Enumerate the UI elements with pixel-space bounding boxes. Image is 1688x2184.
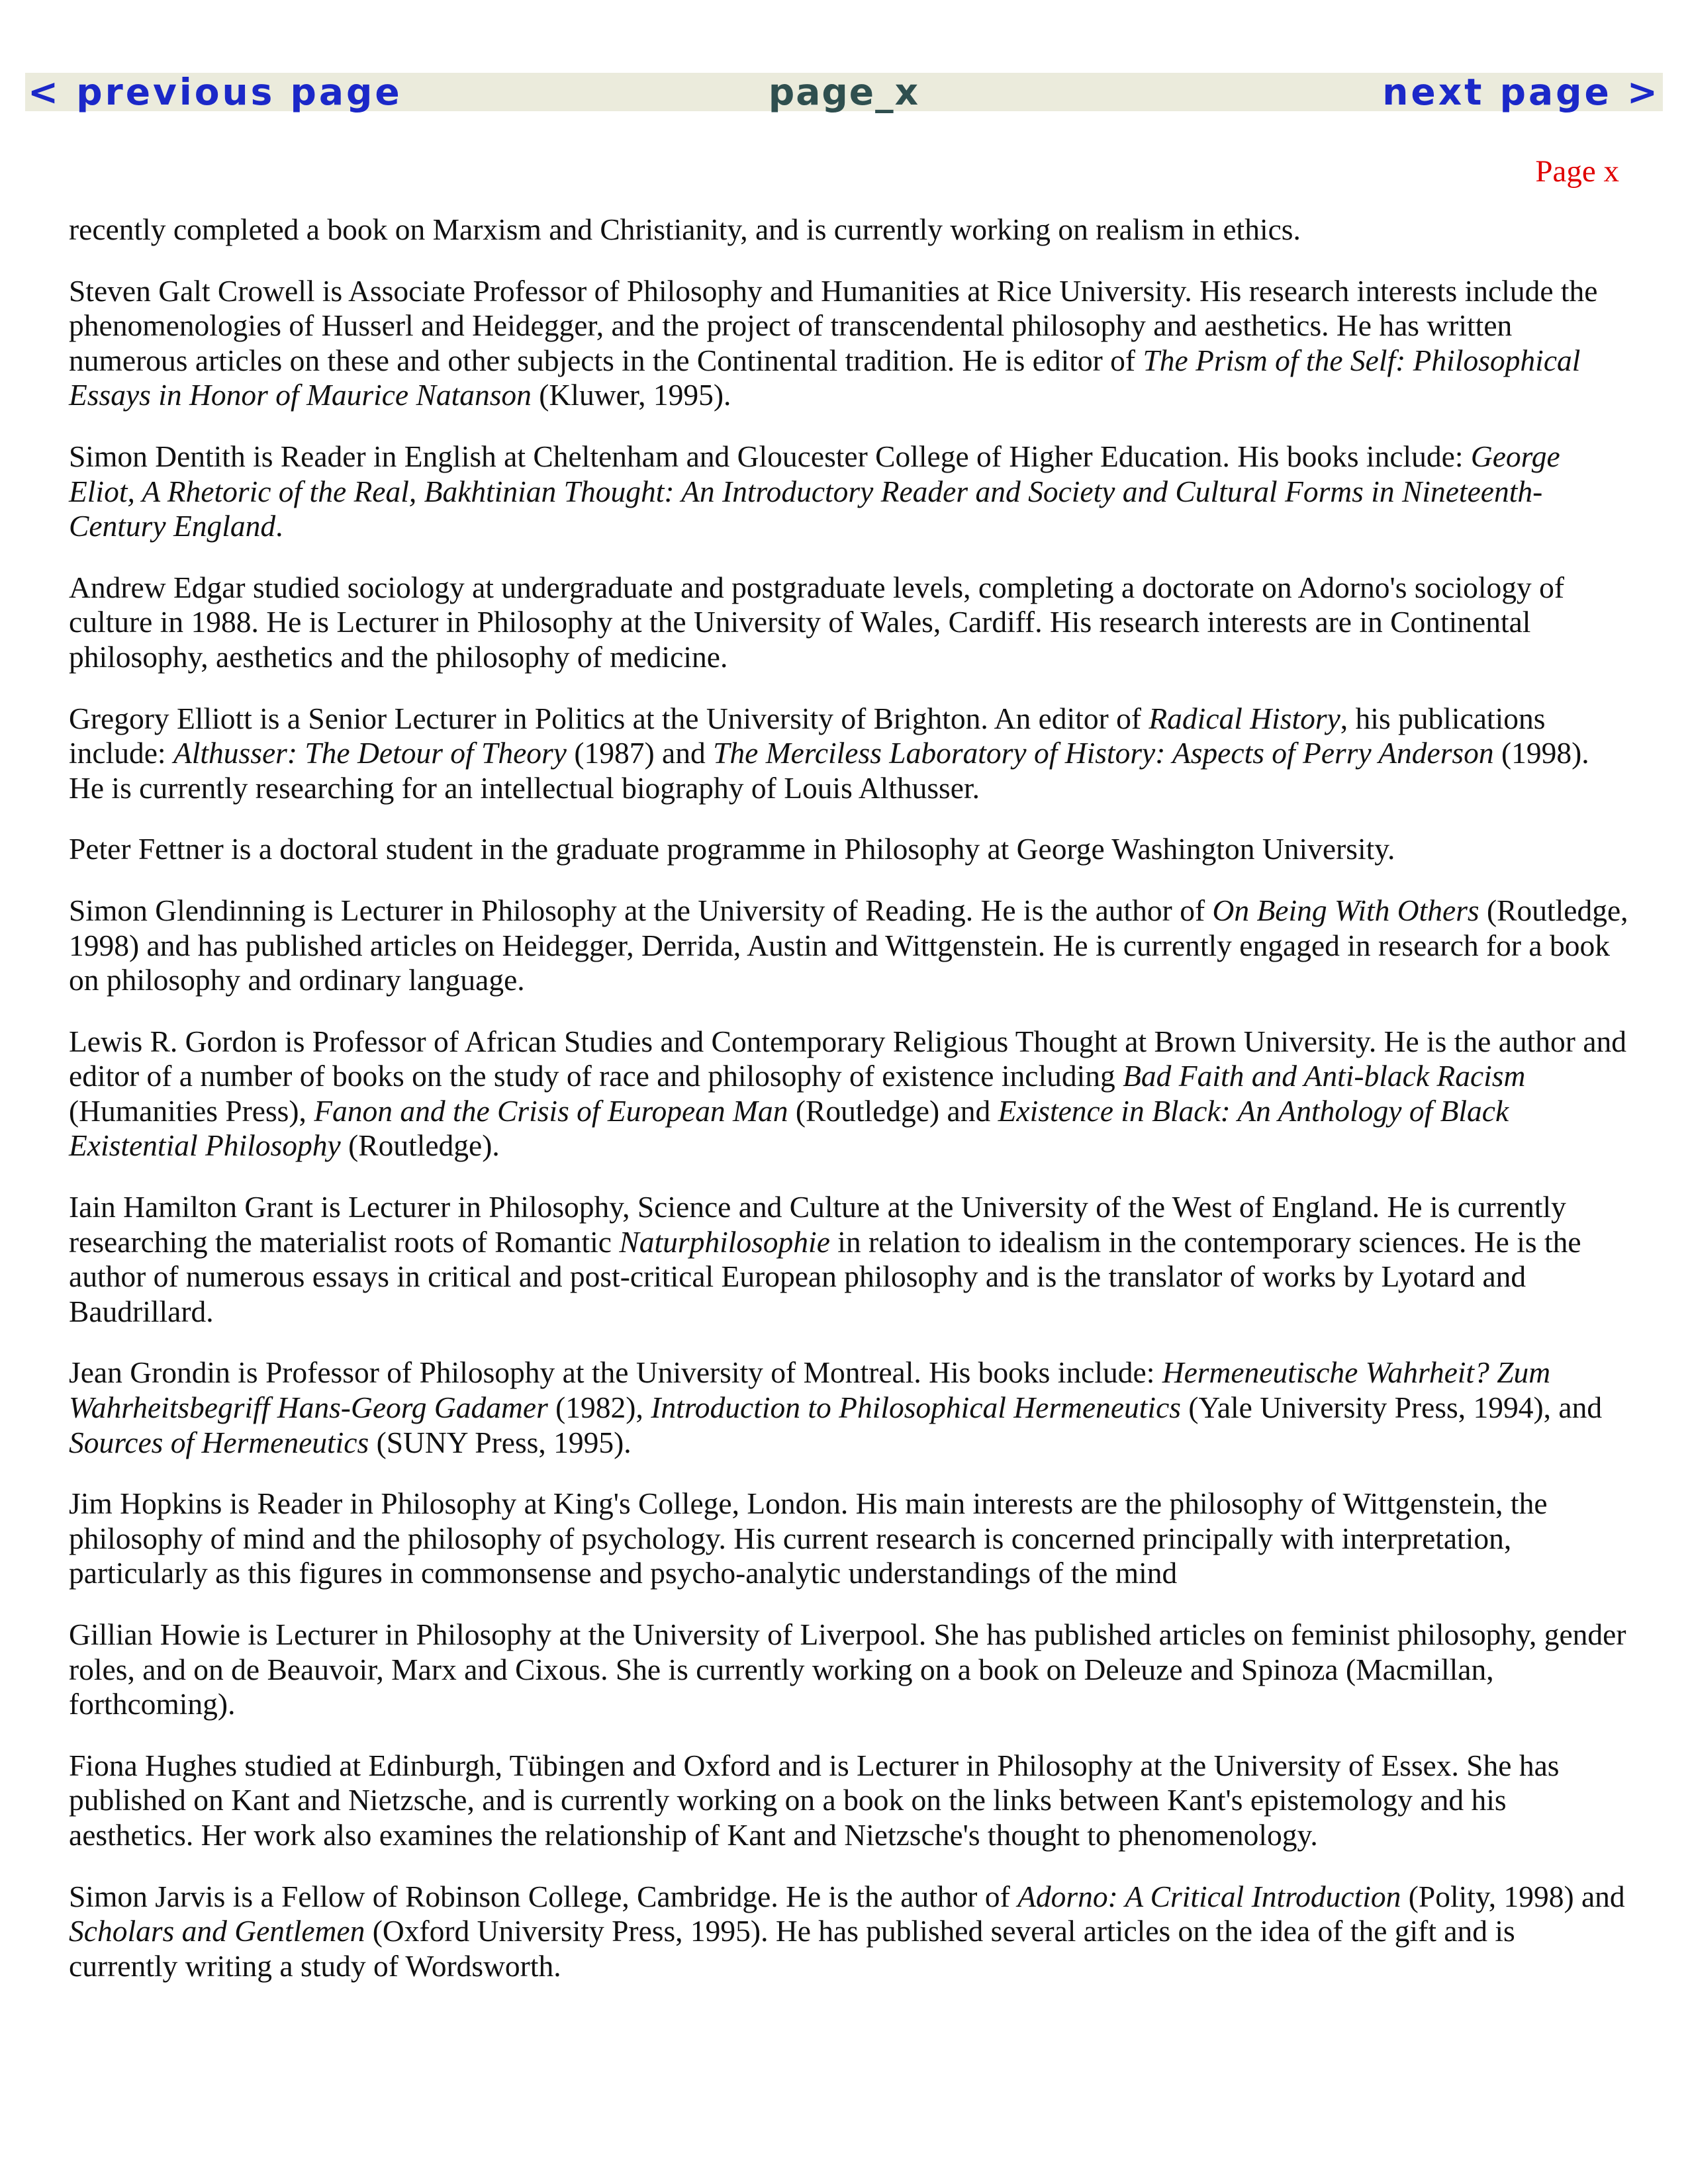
page-navigation-bar [25,73,1663,111]
contributor-paragraph [69,1617,1631,1722]
italic-title: Introduction to Philosophical Hermeneutics [651,1390,1181,1425]
italic-title: On Being With Others [1212,893,1479,927]
italic-title: Hermeneutische Wahrheit? Zum Wahrheitsbegriff Hans-Georg Gadamer [69,1355,1551,1425]
contributor-paragraph [69,1024,1631,1163]
contributor-paragraph [69,212,1631,248]
italic-title: Radical History [1149,701,1340,735]
contributor-paragraph [69,1355,1631,1460]
contributor-paragraph [69,1190,1631,1329]
contributor-paragraph [69,1880,1631,1984]
text-run: in relation to idealism in the contemporary sciences. He is the author of numerous essays in critical and post-critical European philosophy and is the translator of works by Lyotard and Baudrillard. [69,1224,1581,1328]
text-run: Steven Galt Crowell is Associate Professor of Philosophy and Humanities at Rice University. His research interests include the phenomenologies of Husserl and Heidegger, and the project of transcendental philosophy and aesthetics. He has written numerous articles on these and other subjects in the Continental tradition. He is editor of [69,273,1598,377]
contributors-text [69,212,1631,2010]
contributor-paragraph [69,439,1631,544]
text-run: Andrew Edgar studied sociology at undergraduate and postgraduate levels, completing a doctorate on Adorno's sociology of culture in 1988. He is Lecturer in Philosophy at the University of Wales, Cardiff. His research interests are in Continental philosophy, aesthetics and the philosophy of medicine. [69,570,1565,674]
text-run: recently completed a book on Marxism and Christianity, and is currently working on realism in ethics. [69,212,1301,246]
text-run: (1998). He is currently researching for an intellectual biography of Louis Althusser. [69,736,1589,805]
text-run: Peter Fettner is a doctoral student in the graduate programme in Philosophy at George Washington University. [69,832,1395,866]
contributor-paragraph [69,893,1631,998]
italic-title: Sources of Hermeneutics [69,1425,369,1459]
italic-title: Fanon and the Crisis of European Man [314,1093,788,1128]
text-run: (1987) and [566,736,714,770]
text-run: . [275,509,283,543]
contributor-paragraph [69,702,1631,806]
contributor-paragraph [69,832,1631,867]
italic-title: Naturphilosophie [619,1224,830,1259]
text-run: (1982), [547,1390,651,1425]
text-run: Simon Jarvis is a Fellow of Robinson College, Cambridge. He is the author of [69,1879,1018,1913]
text-run: Jim Hopkins is Reader in Philosophy at King's College, London. His main interests are the philosophy of Wittgenstein, the philosophy of mind and the philosophy of psychology. His current research is concerned principally with interpretation, particularly as this figures in commonsense and psycho-analytic understandings of the mind [69,1486,1548,1590]
page-number: Page x [1535,154,1619,189]
text-run: Simon Glendinning is Lecturer in Philosophy at the University of Reading. He is the author of [69,893,1213,927]
text-run: (Routledge) and [788,1093,998,1128]
text-run: (Kluwer, 1995). [531,378,731,412]
italic-title: The Merciless Laboratory of History: Aspects of Perry Anderson [713,736,1494,770]
text-run: Lewis R. Gordon is Professor of African Studies and Contemporary Religious Thought at Brown University. He is the author and editor of a number of books on the study of race and philosophy of existence including [69,1024,1627,1093]
italic-title: Existence in Black: An Anthology of Black Existential Philosophy [69,1093,1509,1163]
italic-title: Bad Faith and Anti-black Racism [1123,1059,1526,1093]
contributor-paragraph [69,1486,1631,1591]
italic-title: George Eliot, A Rhetoric of the Real, Bakhtinian Thought: An Introductory Reader and Society and Cultural Forms in Nineteenth-Century England [69,439,1560,543]
text-run: Jean Grondin is Professor of Philosophy at the University of Montreal. His books include: [69,1355,1162,1390]
contributor-paragraph [69,274,1631,413]
text-run: (Routledge). [340,1128,500,1163]
next-page-link[interactable]: next page > [1382,71,1660,113]
text-run: Gillian Howie is Lecturer in Philosophy at the University of Liverpool. She has published articles on feminist philosophy, gender roles, and on de Beauvoir, Marx and Cixous. She is currently working on a book on Deleuze and Spinoza (Macmillan, forthcoming). [69,1617,1626,1721]
contributor-paragraph [69,570,1631,675]
text-run: Simon Dentith is Reader in English at Cheltenham and Gloucester College of Higher Education. His books include: [69,439,1471,473]
text-run: Fiona Hughes studied at Edinburgh, Tübingen and Oxford and is Lecturer in Philosophy at the University of Essex. She has published on Kant and Nietzsche, and is currently working on a book on the links between Kant's epistemology and his aesthetics. Her work also examines the relationship of Kant and Nietzsche's thought to phenomenology. [69,1748,1560,1852]
page-id-label: page_x [768,71,920,113]
text-run: (Routledge, 1998) and has published articles on Heidegger, Derrida, Austin and Wittgenstein. He is currently engaged in research for a book on philosophy and ordinary language. [69,893,1628,997]
previous-page-link[interactable]: < previous page [28,71,402,113]
italic-title: Althusser: The Detour of Theory [173,736,567,770]
text-run: Gregory Elliott is a Senior Lecturer in Politics at the University of Brighton. An editor of [69,701,1149,735]
italic-title: The Prism of the Self: Philosophical Essays in Honor of Maurice Natanson [69,343,1581,412]
italic-title: Adorno: A Critical Introduction [1017,1879,1401,1913]
text-run: , his publications include: [69,701,1546,770]
text-run: Iain Hamilton Grant is Lecturer in Philosophy, Science and Culture at the University of the West of England. He is currently researching the materialist roots of Romantic [69,1190,1566,1259]
text-run: (Yale University Press, 1994), and [1180,1390,1603,1425]
text-run: (Oxford University Press, 1995). He has published several articles on the idea of the gift and is currently writing a study of Wordsworth. [69,1914,1515,1983]
contributor-paragraph [69,1749,1631,1853]
text-run: (SUNY Press, 1995). [369,1425,632,1459]
italic-title: Scholars and Gentlemen [69,1914,365,1948]
text-run: (Humanities Press), [69,1093,314,1128]
text-run: (Polity, 1998) and [1401,1879,1625,1913]
